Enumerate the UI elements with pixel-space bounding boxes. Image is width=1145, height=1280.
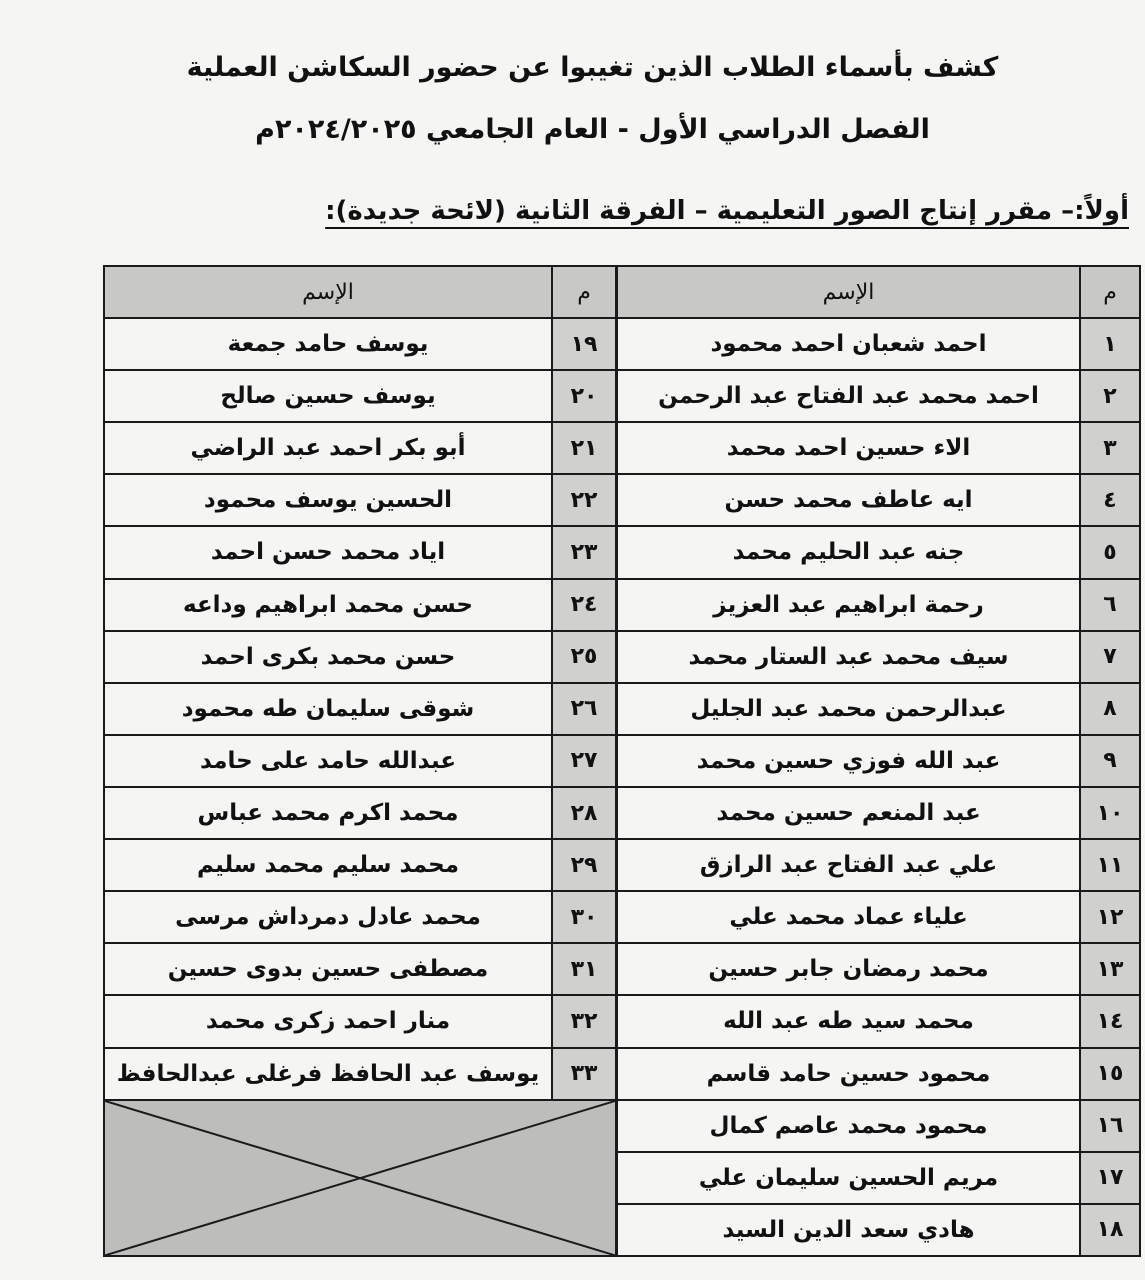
- column-gap: [616, 318, 617, 370]
- document-subtitle: الفصل الدراسي الأول - العام الجامعي ٢٠٢٤/٢٠٢٥م: [255, 114, 930, 145]
- student-name: علياء عماد محمد علي: [617, 891, 1080, 943]
- row-number: ٢٦: [552, 683, 616, 735]
- student-name: اياد محمد حسن احمد: [104, 526, 552, 578]
- student-name: حسن محمد بكرى احمد: [104, 631, 552, 683]
- student-name: يوسف حسين صالح: [104, 370, 552, 422]
- row-number: ٣١: [552, 943, 616, 995]
- row-number: ١٥: [1080, 1048, 1140, 1100]
- table-row: [104, 579, 1140, 631]
- student-name: محمد اكرم محمد عباس: [104, 787, 552, 839]
- row-number: ٢٧: [552, 735, 616, 787]
- student-name: يوسف عبد الحافظ فرغلى عبدالحافظ: [104, 1048, 552, 1100]
- column-gap: [616, 683, 617, 735]
- row-number: ٢٤: [552, 579, 616, 631]
- student-name: يوسف حامد جمعة: [104, 318, 552, 370]
- student-name: هادي سعد الدين السيد: [617, 1204, 1080, 1256]
- student-name: حسن محمد ابراهيم وداعه: [104, 579, 552, 631]
- student-name: محمد عادل دمرداش مرسى: [104, 891, 552, 943]
- student-name: محمود محمد عاصم كمال: [617, 1100, 1080, 1152]
- column-gap: [616, 735, 617, 787]
- cross-out-mark: [105, 1101, 615, 1255]
- column-gap: [616, 422, 617, 474]
- column-gap: [616, 943, 617, 995]
- student-name: محمد رمضان جابر حسين: [617, 943, 1080, 995]
- student-name: شوقى سليمان طه محمود: [104, 683, 552, 735]
- row-number: ٢٠: [552, 370, 616, 422]
- row-number: ١٢: [1080, 891, 1140, 943]
- attendance-table: [103, 265, 1141, 1257]
- student-name: عبد الله فوزي حسين محمد: [617, 735, 1080, 787]
- row-number: ٢٢: [552, 474, 616, 526]
- column-gap: [616, 891, 617, 943]
- column-gap: [616, 839, 617, 891]
- row-number: ٢٨: [552, 787, 616, 839]
- student-name: احمد شعبان احمد محمود: [617, 318, 1080, 370]
- column-gap: [616, 266, 617, 318]
- row-number: ١٦: [1080, 1100, 1140, 1152]
- student-name: رحمة ابراهيم عبد العزيز: [617, 579, 1080, 631]
- row-number: ٧: [1080, 631, 1140, 683]
- table-row: [104, 370, 1140, 422]
- header-name-right: الإسم: [617, 266, 1080, 318]
- column-gap: [616, 1152, 617, 1204]
- row-number: ٦: [1080, 579, 1140, 631]
- student-name: سيف محمد عبد الستار محمد: [617, 631, 1080, 683]
- column-gap: [616, 787, 617, 839]
- column-gap: [616, 474, 617, 526]
- student-name: أبو بكر احمد عبد الراضي: [104, 422, 552, 474]
- table-row: [104, 474, 1140, 526]
- table-row: [104, 943, 1140, 995]
- row-number: ٨: [1080, 683, 1140, 735]
- student-name: عبدالله حامد على حامد: [104, 735, 552, 787]
- student-name: عبدالرحمن محمد عبد الجليل: [617, 683, 1080, 735]
- column-gap: [616, 370, 617, 422]
- row-number: ٣٠: [552, 891, 616, 943]
- row-number: ٢٣: [552, 526, 616, 578]
- column-gap: [616, 631, 617, 683]
- header-num-left: م: [552, 266, 616, 318]
- row-number: ١٨: [1080, 1204, 1140, 1256]
- row-number: ١١: [1080, 839, 1140, 891]
- table-row: [104, 683, 1140, 735]
- student-name: عبد المنعم حسين محمد: [617, 787, 1080, 839]
- student-name: علي عبد الفتاح عبد الرازق: [617, 839, 1080, 891]
- row-number: ١٧: [1080, 1152, 1140, 1204]
- table-row: [104, 318, 1140, 370]
- row-number: ١٣: [1080, 943, 1140, 995]
- student-name: مريم الحسين سليمان علي: [617, 1152, 1080, 1204]
- row-number: ٤: [1080, 474, 1140, 526]
- row-number: ٢٩: [552, 839, 616, 891]
- student-name: محمد سليم محمد سليم: [104, 839, 552, 891]
- student-name: محمود حسين حامد قاسم: [617, 1048, 1080, 1100]
- row-number: ٥: [1080, 526, 1140, 578]
- header-num-right: م: [1080, 266, 1140, 318]
- document-title: كشف بأسماء الطلاب الذين تغيبوا عن حضور السكاشن العملية: [186, 52, 999, 83]
- row-number: ٣: [1080, 422, 1140, 474]
- student-name: منار احمد زكرى محمد: [104, 995, 552, 1047]
- column-gap: [616, 526, 617, 578]
- table-row: [104, 787, 1140, 839]
- row-number: ١: [1080, 318, 1140, 370]
- student-name: الاء حسين احمد محمد: [617, 422, 1080, 474]
- table-row: [104, 422, 1140, 474]
- row-number: ٩: [1080, 735, 1140, 787]
- row-number: ١٩: [552, 318, 616, 370]
- column-gap: [616, 1100, 617, 1152]
- row-number: ٢٥: [552, 631, 616, 683]
- row-number: ٣٢: [552, 995, 616, 1047]
- column-gap: [616, 1204, 617, 1256]
- column-gap: [616, 995, 617, 1047]
- student-name: الحسين يوسف محمود: [104, 474, 552, 526]
- table-row: [104, 891, 1140, 943]
- header-name-left: الإسم: [104, 266, 552, 318]
- table-row: [104, 839, 1140, 891]
- table-row: [104, 1048, 1140, 1100]
- student-name: مصطفى حسين بدوى حسين: [104, 943, 552, 995]
- student-name: احمد محمد عبد الفتاح عبد الرحمن: [617, 370, 1080, 422]
- table-row: [104, 526, 1140, 578]
- table-row: [104, 631, 1140, 683]
- table-row: [104, 995, 1140, 1047]
- column-gap: [616, 1048, 617, 1100]
- student-name: ايه عاطف محمد حسن: [617, 474, 1080, 526]
- row-number: ٢١: [552, 422, 616, 474]
- column-gap: [616, 579, 617, 631]
- row-number: ١٠: [1080, 787, 1140, 839]
- crossed-out-empty-block: [104, 1100, 616, 1256]
- row-number: ٢: [1080, 370, 1140, 422]
- row-number: ٣٣: [552, 1048, 616, 1100]
- table-header-row: [104, 266, 1140, 318]
- table-row: [104, 1100, 1140, 1152]
- row-number: ١٤: [1080, 995, 1140, 1047]
- student-name: جنه عبد الحليم محمد: [617, 526, 1080, 578]
- student-name: محمد سيد طه عبد الله: [617, 995, 1080, 1047]
- table-row: [104, 735, 1140, 787]
- section-heading: أولاً:– مقرر إنتاج الصور التعليمية – الفرقة الثانية (لائحة جديدة):: [325, 196, 1129, 226]
